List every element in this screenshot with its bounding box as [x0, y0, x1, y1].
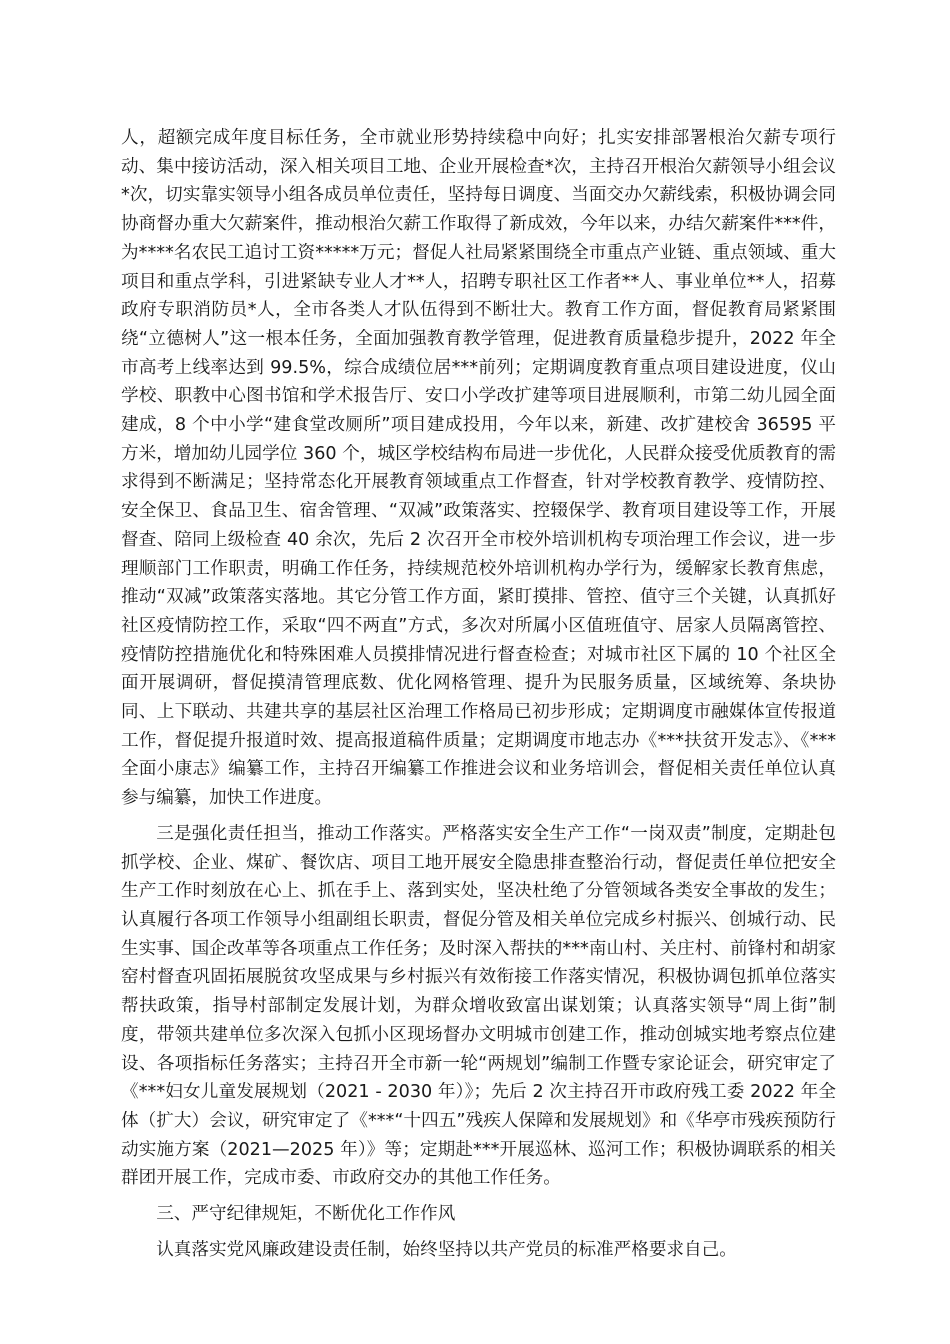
paragraph-employment-education: 人，超额完成年度目标任务，全市就业形势持续稳中向好；扎实安排部署根治欠薪专项行动、集中接访活动，深入相关项目工地、企业开展检查*次，主持召开根治欠薪领导小组会议*次，切实靠实领导小组各成员单位责任，坚持每日调度、当面交办欠薪线索，积极协调会同协商督办重大欠薪案件，推动根治欠薪工作取得了新成效，今年以来，办结欠薪案件***件，为****名农民工追讨工资*****万元；督促人社局紧紧围绕全市重点产业链、重点领域、重大项目和重点学科，引进紧缺专业人才**人，招聘专职社区工作者**人、事业单位**人，招募政府专职消防员*人，全市各类人才队伍得到不断壮大。教育工作方面，督促教育局紧紧围绕“立德树人”这一根本任务，全面加强教育教学管理，促进教育质量稳步提升，2022 年全市高考上线率达到 99.5%，综合成绩位居***前列；定期调度教育重点项目建设进度，仪山学校、职教中心图书馆和学术报告厅、安口小学改扩建等项目进展顺利，市第二幼儿园全面建成，8 个中小学“建食堂改厕所”项目建成投用，今年以来，新建、改扩建校舍 36595 平方米，增加幼儿园学位 360 个，城区学校结构布局进一步优化，人民群众接受优质教育的需求得到不断满足；坚持常态化开展教育领域重点工作督查，针对学校教育教学、疫情防控、安全保卫、食品卫生、宿舍管理、“双减”政策落实、控辍保学、教育项目建设等工作，开展督查、陪同上级检查 40 余次，先后 2 次召开全市校外培训机构专项治理工作会议，进一步理顺部门工作职责，明确工作任务，持续规范校外培训机构办学行为，缓解家长教育焦虑，推动“双减”政策落实落地。其它分管工作方面，紧盯摸排、管控、值守三个关键，认真抓好社区疫情防控工作，采取“四不两直”方式，多次对所属小区值班值守、居家人员隔离管控、疫情防控措施优化和特殊困难人员摸排情况进行督查检查；对城市社区下属的 10 个社区全面开展调研，督促摸清管理底数、优化网格管理、提升为民服务质量，区域统筹、条块协同、上下联动、共建共享的基层社区治理工作格局已初步形成；定期调度市融媒体宣传报道工作，督促提升报道时效、提高报道稿件质量；定期调度市地志办《***扶贫开发志》、《***全面小康志》编纂工作，主持召开编纂工作推进会议和业务培训会，督促相关责任单位认真参与编纂，加快工作进度。: [121, 128, 836, 809]
paragraph-responsibility: 三是强化责任担当，推动工作落实。严格落实安全生产工作“一岗双责”制度，定期赴包抓学校、企业、煤矿、餐饮店、项目工地开展安全隐患排查整治行动，督促责任单位把安全生产工作时刻放在心上、抓在手上、落到实处，坚决杜绝了分管领域各类安全事故的发生；认真履行各项工作领导小组副组长职责，督促分管及相关单位完成乡村振兴、创城行动、民生实事、国企改革等各项重点工作任务；及时深入帮扶的***南山村、关庄村、前锋村和胡家窑村督查巩固拓展脱贫攻坚成果与乡村振兴有效衔接工作落实情况，积极协调包抓单位落实帮扶政策，指导村部制定发展计划，为群众增收致富出谋划策；认真落实领导“周上街”制度，带领共建单位多次深入包抓小区现场督办文明城市创建工作，推动创城实地考察点位建设、各项指标任务落实；主持召开全市新一轮“两规划”编制工作暨专家论证会，研究审定了《***妇女儿童发展规划（2021 - 2030 年）》；先后 2 次主持召开市政府残工委 2022 年全体（扩大）会议，研究审定了《***“十四五”残疾人保障和发展规划》和《华亭市残疾预防行动实施方案（2021—2025 年）》等；定期赴***开展巡林、巡河工作；积极协调联系的相关群团开展工作，完成市委、市政府交办的其他工作任务。: [121, 823, 836, 1189]
document-page: [121, 124, 836, 1264]
paragraph-integrity: 认真落实党风廉政建设责任制，始终坚持以共产党员的标准严格要求自己。: [156, 1239, 737, 1260]
section-heading-discipline: 三、严守纪律规矩，不断优化工作作风: [156, 1204, 456, 1225]
